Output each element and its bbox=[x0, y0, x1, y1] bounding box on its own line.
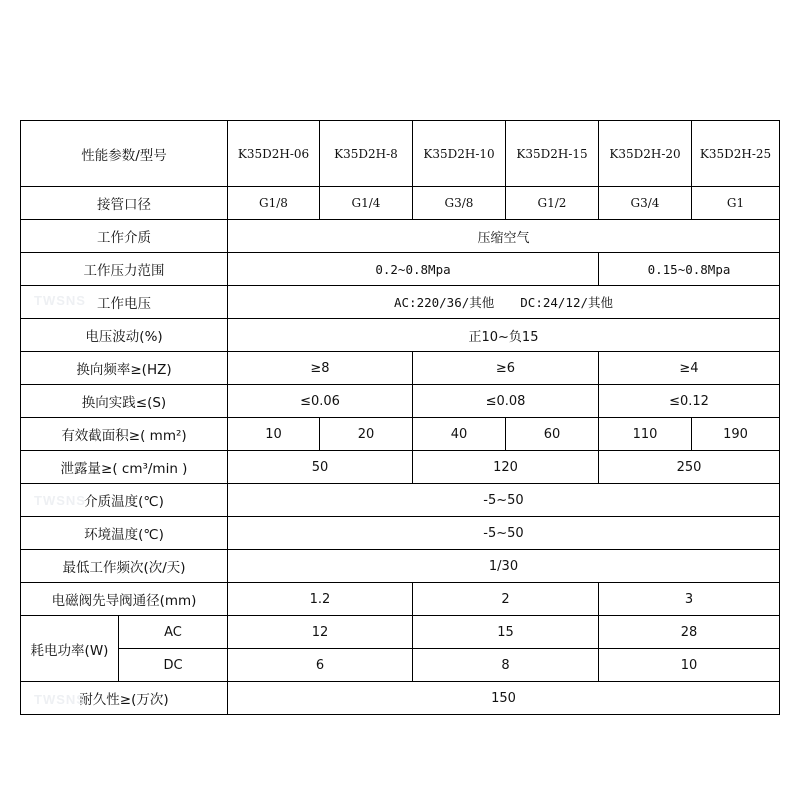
table-cell: 15 bbox=[413, 616, 599, 649]
table-cell: 2 bbox=[413, 583, 599, 616]
row-label: 有效截面积≥( mm²) bbox=[21, 418, 228, 451]
model-header: K35D2H-20 bbox=[599, 121, 692, 187]
table-cell: 1/30 bbox=[228, 550, 780, 583]
area-row bbox=[21, 418, 780, 451]
port-row bbox=[21, 187, 780, 220]
frequency-row bbox=[21, 352, 780, 385]
model-header: K35D2H-10 bbox=[413, 121, 506, 187]
model-header: K35D2H-15 bbox=[506, 121, 599, 187]
table-cell: 0.15~0.8Mpa bbox=[599, 253, 780, 286]
durability-row bbox=[21, 682, 780, 715]
sub-label: AC bbox=[119, 616, 228, 649]
table-cell: -5~50 bbox=[228, 484, 780, 517]
sub-label: DC bbox=[119, 649, 228, 682]
row-label: 换向实践≤(S) bbox=[21, 385, 228, 418]
table-cell: 20 bbox=[320, 418, 413, 451]
row-label: 介质温度(℃) bbox=[21, 484, 228, 517]
table-cell: G1/8 bbox=[228, 187, 320, 220]
spec-table bbox=[20, 120, 780, 715]
row-label: 最低工作频次(次/天) bbox=[21, 550, 228, 583]
table-cell: G3/8 bbox=[413, 187, 506, 220]
medium-temp-row bbox=[21, 484, 780, 517]
table-cell: ≥4 bbox=[599, 352, 780, 385]
pilot-row bbox=[21, 583, 780, 616]
table-cell: G1/4 bbox=[320, 187, 413, 220]
fluctuation-row bbox=[21, 319, 780, 352]
table-cell: 8 bbox=[413, 649, 599, 682]
power-ac-row bbox=[21, 616, 780, 649]
table-cell: 1.2 bbox=[228, 583, 413, 616]
table-cell: G1/2 bbox=[506, 187, 599, 220]
table-cell: 0.2~0.8Mpa bbox=[228, 253, 599, 286]
table-cell: 10 bbox=[599, 649, 780, 682]
model-header: K35D2H-06 bbox=[228, 121, 320, 187]
table-cell: ≤0.12 bbox=[599, 385, 780, 418]
voltage-ac: AC:220/36/其他 bbox=[394, 295, 495, 310]
voltage-dc: DC:24/12/其他 bbox=[520, 295, 613, 310]
row-label: 换向频率≥(HZ) bbox=[21, 352, 228, 385]
table-cell: 110 bbox=[599, 418, 692, 451]
header-row bbox=[21, 121, 780, 187]
table-cell: -5~50 bbox=[228, 517, 780, 550]
table-cell: 40 bbox=[413, 418, 506, 451]
response-row bbox=[21, 385, 780, 418]
row-label: 耗电功率(W) bbox=[21, 616, 119, 682]
voltage-row bbox=[21, 286, 780, 319]
table-cell: ≤0.08 bbox=[413, 385, 599, 418]
power-dc-row bbox=[21, 649, 780, 682]
leakage-row bbox=[21, 451, 780, 484]
table-cell: ≥8 bbox=[228, 352, 413, 385]
table-cell: ≥6 bbox=[413, 352, 599, 385]
min-freq-row bbox=[21, 550, 780, 583]
table-cell: G3/4 bbox=[599, 187, 692, 220]
table-cell: 正10~负15 bbox=[228, 319, 780, 352]
row-label: 电磁阀先导阀通径(mm) bbox=[21, 583, 228, 616]
row-label: 耐久性≥(万次) bbox=[21, 682, 228, 715]
table-cell: 60 bbox=[506, 418, 599, 451]
table-cell: 120 bbox=[413, 451, 599, 484]
watermark: TWSNS bbox=[34, 493, 86, 508]
row-label: 环境温度(℃) bbox=[21, 517, 228, 550]
table-cell: 150 bbox=[228, 682, 780, 715]
medium-row bbox=[21, 220, 780, 253]
watermark: TWSNS bbox=[34, 692, 86, 707]
table-cell: 3 bbox=[599, 583, 780, 616]
param-model-header: 性能参数/型号 bbox=[21, 121, 228, 187]
table-cell: ≤0.06 bbox=[228, 385, 413, 418]
table-cell: 190 bbox=[692, 418, 780, 451]
row-label: 电压波动(%) bbox=[21, 319, 228, 352]
row-label: 接管口径 bbox=[21, 187, 228, 220]
table-cell: 6 bbox=[228, 649, 413, 682]
table-cell: 12 bbox=[228, 616, 413, 649]
ambient-temp-row bbox=[21, 517, 780, 550]
watermark: TWSNS bbox=[34, 293, 86, 308]
row-label: 泄露量≥( cm³/min ) bbox=[21, 451, 228, 484]
row-label: 工作电压 bbox=[21, 286, 228, 319]
table-cell: 250 bbox=[599, 451, 780, 484]
row-label: 工作介质 bbox=[21, 220, 228, 253]
pressure-row bbox=[21, 253, 780, 286]
table-cell: 28 bbox=[599, 616, 780, 649]
table-cell: 50 bbox=[228, 451, 413, 484]
model-header: K35D2H-8 bbox=[320, 121, 413, 187]
table-cell: 10 bbox=[228, 418, 320, 451]
row-label: 工作压力范围 bbox=[21, 253, 228, 286]
table-cell bbox=[228, 286, 780, 319]
table-cell: G1 bbox=[692, 187, 780, 220]
model-header: K35D2H-25 bbox=[692, 121, 780, 187]
table-cell: 压缩空气 bbox=[228, 220, 780, 253]
